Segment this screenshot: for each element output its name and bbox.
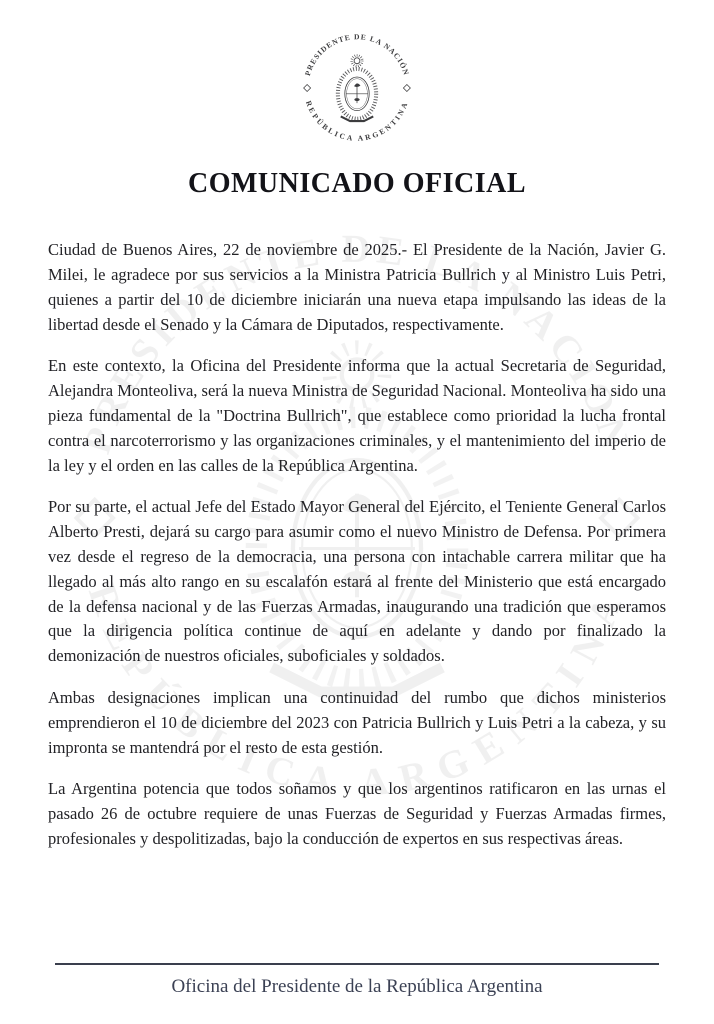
paragraph-5: La Argentina potencia que todos soñamos y que los argentinos ratificaron en las urnas el pasado 26 de octubre requiere de unas Fuerzas de Seguridad y Fuerzas Armadas firmes, profesionales y despolitizadas, bajo la conducción de expertos en sus respectivas áreas. xyxy=(48,779,666,848)
page-footer xyxy=(0,963,714,1024)
paragraph-4: Ambas designaciones implican una continuidad del rumbo que dichos ministerios emprendieron el 10 de diciembre del 2023 con Patricia Bullrich y Luis Petri a la cabeza, y su impronta se mantendrá por el resto de esta gestión. xyxy=(48,687,666,757)
footer-text: Oficina del Presidente de la República Argentina xyxy=(171,976,543,997)
presidential-seal xyxy=(299,30,415,146)
footer-divider xyxy=(55,963,659,965)
paragraph-1: Ciudad de Buenos Aires, 22 de noviembre de 2025.- El Presidente de la Nación, Javier G. Milei, le agradece por sus servicios a la Ministra Patricia Bullrich y al Ministro Luis Petri, quienes a partir del 10 de diciembre iniciarán una nueva etapa impulsando las ideas de la libertad desde el Senado y la Cámara de Diputados, respectivamente. xyxy=(48,240,666,334)
paragraph-3: Por su parte, el actual Jefe del Estado Mayor General del Ejército, el Teniente General Carlos Alberto Presti, dejará su cargo para asumir como el nuevo Ministro de Defensa. Por primera vez desde el regreso de la democracia, una persona con intachable carrera militar que ha llegado al más alto rango en su escalafón estará al frente del Ministerio que está encargado de la defensa nacional y de las Fuerzas Armadas, inaugurando una tradición que esperamos que la dirigencia política continue de aquí en adelante y dando por finalizado la demonización de nuestros oficiales, suboficiales y soldados. xyxy=(48,497,666,666)
page-title: COMUNICADO OFICIAL xyxy=(188,168,526,199)
paragraph-2: En este contexto, la Oficina del Presidente informa que la actual Secretaria de Seguridad, Alejandra Monteoliva, será la nueva Ministra de Seguridad Nacional. Monteoliva ha sido una pieza fundamental de la "Doctrina Bullrich", que establece como prioridad la lucha frontal contra el narcoterrorismo y las organizaciones criminales, y el mantenimiento del imperio de la ley y el orden en las calles de la República Argentina. xyxy=(48,356,666,475)
body-content xyxy=(48,238,666,852)
